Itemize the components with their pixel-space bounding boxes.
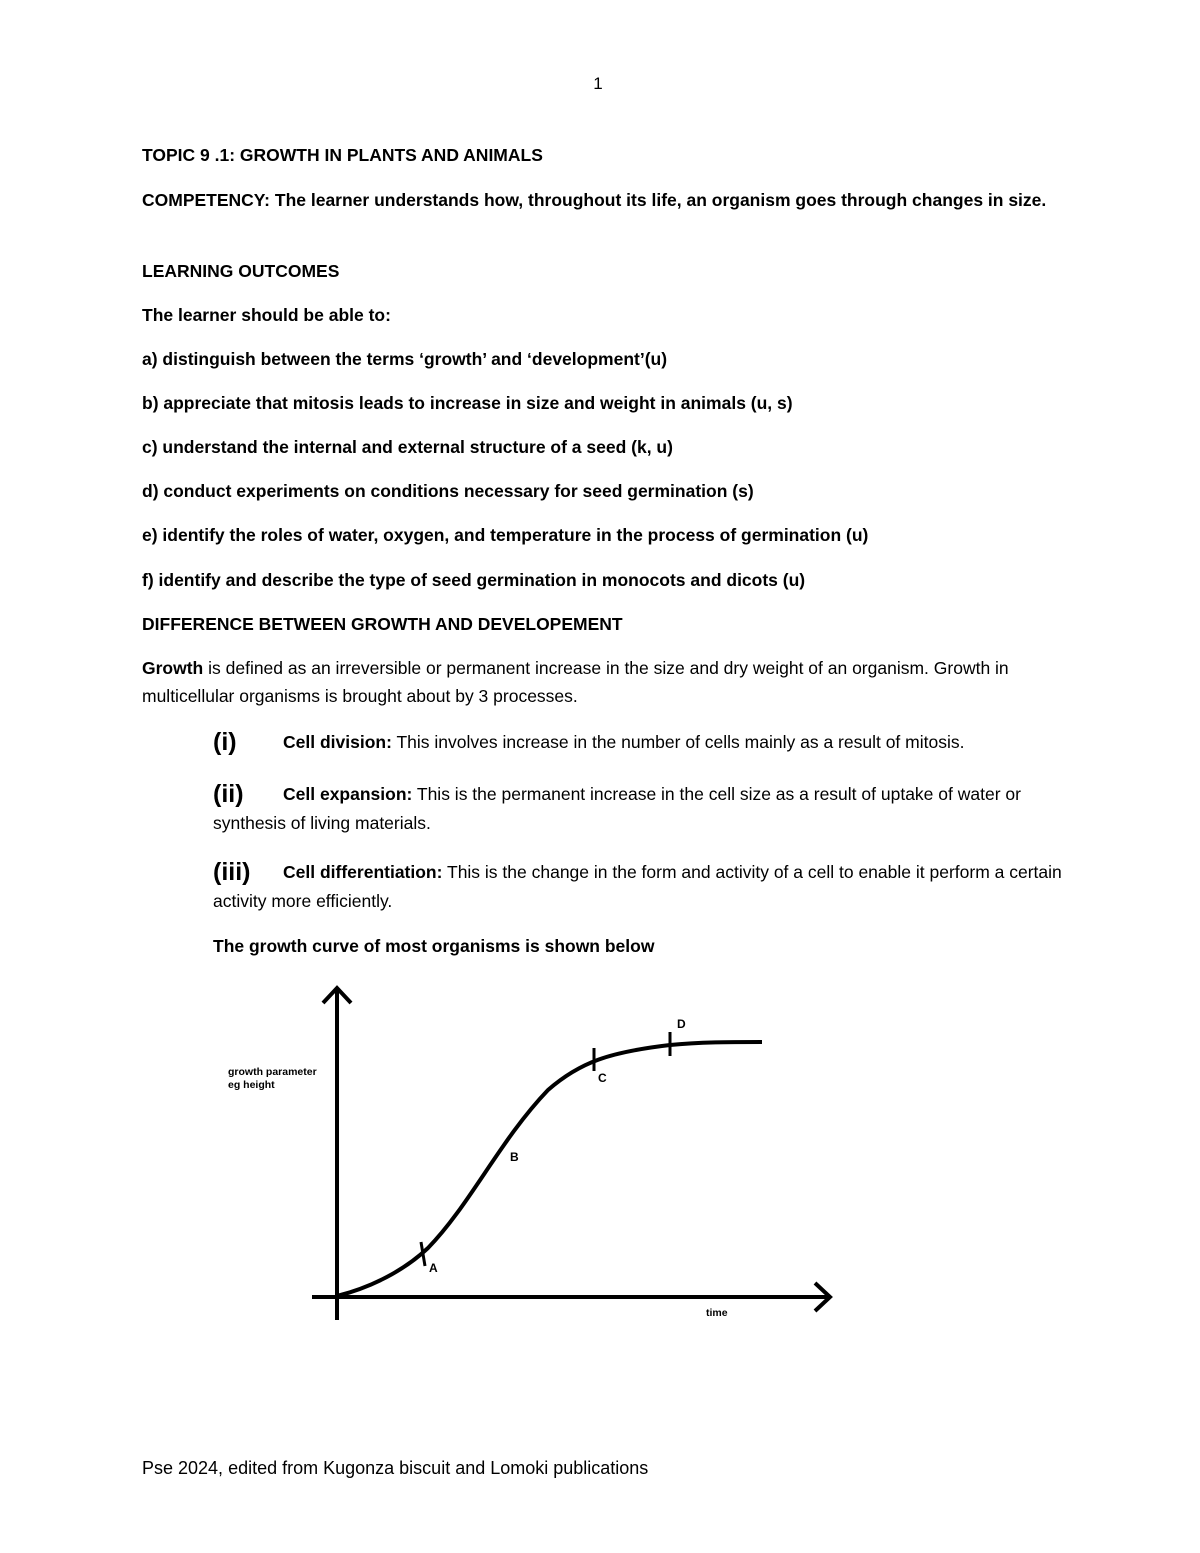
x-axis-label: time bbox=[706, 1307, 728, 1319]
process-term: Cell expansion: bbox=[283, 784, 413, 804]
process-term: Cell differentiation: bbox=[283, 862, 443, 882]
point-label-c: C bbox=[598, 1071, 607, 1085]
topic-title: TOPIC 9 .1: GROWTH IN PLANTS AND ANIMALS bbox=[142, 145, 543, 165]
page-footer: Pse 2024, edited from Kugonza biscuit and Lomoki publications bbox=[142, 1458, 649, 1478]
difference-heading: DIFFERENCE BETWEEN GROWTH AND DEVELOPEMENT bbox=[142, 614, 623, 634]
outcome-d: d) conduct experiments on conditions necessary for seed germination (s) bbox=[142, 481, 754, 501]
process-term: Cell division: bbox=[283, 732, 392, 752]
process-number: (i) bbox=[213, 728, 237, 756]
process-text: This is the permanent increase in the cell size as a result of uptake of water or synthesis of living materials. bbox=[213, 784, 1021, 833]
growth-term: Growth bbox=[142, 658, 204, 678]
process-number: (iii) bbox=[213, 858, 251, 886]
page-number: 1 bbox=[593, 74, 603, 93]
competency-label: COMPETENCY: bbox=[142, 190, 271, 210]
competency-text: The learner understands how, throughout its life, an organism goes through changes in size. bbox=[270, 190, 1047, 210]
point-label-a: A bbox=[429, 1261, 438, 1275]
outcome-c: c) understand the internal and external structure of a seed (k, u) bbox=[142, 437, 673, 457]
outcome-b: b) appreciate that mitosis leads to increase in size and weight in animals (u, s) bbox=[142, 393, 793, 413]
growth-curve-line bbox=[337, 1042, 762, 1296]
outcome-f: f) identify and describe the type of seed germination in monocots and dicots (u) bbox=[142, 570, 806, 590]
curve-caption: The growth curve of most organisms is shown below bbox=[213, 936, 655, 956]
outcomes-heading: LEARNING OUTCOMES bbox=[142, 261, 340, 281]
tick-mark-a bbox=[421, 1242, 425, 1266]
process-number: (ii) bbox=[213, 780, 244, 808]
y-axis-label-line1: growth parameter bbox=[228, 1066, 317, 1078]
y-axis-label-line2: eg height bbox=[228, 1079, 275, 1091]
outcome-e: e) identify the roles of water, oxygen, and temperature in the process of germination (u) bbox=[142, 525, 869, 545]
outcome-a: a) distinguish between the terms ‘growth’ and ‘development’(u) bbox=[142, 349, 668, 369]
process-text: This is the change in the form and activity of a cell to enable it perform a certain activity more efficiently. bbox=[213, 862, 1062, 911]
outcomes-intro: The learner should be able to: bbox=[142, 305, 391, 325]
point-label-b: B bbox=[510, 1150, 519, 1164]
process-text: This involves increase in the number of cells mainly as a result of mitosis. bbox=[391, 732, 965, 752]
point-label-d: D bbox=[677, 1017, 686, 1031]
growth-definition-text: is defined as an irreversible or permanent increase in the size and dry weight of an organism. Growth in multicellular organisms is brought about by 3 processes. bbox=[142, 658, 1009, 706]
